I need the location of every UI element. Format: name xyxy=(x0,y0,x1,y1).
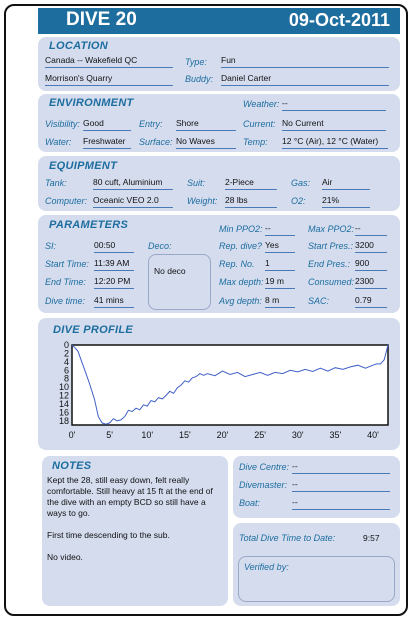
dive-time-value: 41 mins xyxy=(94,295,134,308)
start-pres-value: 3200 xyxy=(355,240,387,253)
visibility-value: Good xyxy=(83,118,131,131)
dive-centre-value: -- xyxy=(292,461,390,474)
temp-value: 12 °C (Air), 12 °C (Water) xyxy=(282,136,388,149)
buddy-value: Daniel Carter xyxy=(221,73,389,86)
x-tick-label: 15' xyxy=(178,430,191,440)
current-label: Current: xyxy=(243,119,276,129)
min-ppo2-label: Min PPO2: xyxy=(219,224,263,234)
surface-label: Surface: xyxy=(139,137,173,147)
surface-value: No Waves xyxy=(176,136,236,149)
rep-dive-value: Yes xyxy=(265,240,295,253)
end-pres-label: End Pres.: xyxy=(308,259,351,269)
max-depth-value: 19 m xyxy=(265,276,295,289)
weight-label: Weight: xyxy=(187,196,218,206)
boat-value: -- xyxy=(292,497,390,510)
start-time-label: Start Time: xyxy=(45,259,89,269)
dive-profile-chart xyxy=(38,318,400,450)
y-tick-label: 4 xyxy=(63,356,69,367)
gas-value: Air xyxy=(322,177,370,190)
o2-value: 21% xyxy=(322,195,370,208)
end-time-value: 12:20 PM xyxy=(94,276,134,289)
sac-value: 0.79 xyxy=(355,295,387,308)
notes-title: NOTES xyxy=(52,460,92,472)
y-tick-label: 12 xyxy=(58,390,69,401)
y-tick-label: 6 xyxy=(63,365,69,376)
type-label: Type: xyxy=(185,57,207,67)
x-tick-label: 30' xyxy=(291,430,304,440)
dive-centre-label: Dive Centre: xyxy=(239,462,290,472)
total-dive-time-label: Total Dive Time to Date: xyxy=(239,533,336,543)
y-tick-label: 10 xyxy=(58,382,69,393)
deco-value: No deco xyxy=(154,266,186,276)
deco-box xyxy=(148,254,211,310)
suit-label: Suit: xyxy=(187,178,206,188)
computer-label: Computer: xyxy=(45,196,88,206)
location-title: LOCATION xyxy=(49,40,109,52)
equipment-title: EQUIPMENT xyxy=(49,160,118,172)
notes-paragraph-1: Kept the 28, still easy down, felt really comfortable. Still heavy at 15 ft at the end of the dive with an empty BCD so still have a ways to go. xyxy=(47,475,213,518)
rep-dive-label: Rep. dive? xyxy=(219,241,263,251)
parameters-title: PARAMETERS xyxy=(49,219,129,231)
x-tick-label: 20' xyxy=(216,430,229,440)
y-tick-label: 18 xyxy=(58,415,69,426)
consumed-label: Consumed: xyxy=(308,277,355,287)
total-dive-time-value: 9:57 xyxy=(363,533,380,543)
verified-label: Verified by: xyxy=(244,562,289,572)
buddy-label: Buddy: xyxy=(185,74,214,84)
max-ppo2-value: -- xyxy=(355,223,387,236)
weather-label: Weather: xyxy=(243,99,280,109)
notes-paragraph-2: First time descending to the sub. xyxy=(47,530,170,540)
water-value: Freshwater xyxy=(83,136,131,149)
plot-area xyxy=(72,345,388,425)
o2-label: O2: xyxy=(291,196,306,206)
avg-depth-value: 8 m xyxy=(265,295,295,308)
sac-label: SAC: xyxy=(308,296,330,306)
min-ppo2-value: -- xyxy=(265,223,295,236)
x-tick-label: 40' xyxy=(367,430,379,440)
x-tick-label: 25' xyxy=(254,430,266,440)
end-pres-value: 900 xyxy=(355,258,387,271)
y-tick-label: 8 xyxy=(63,373,69,384)
notes-paragraph-3: No video. xyxy=(47,552,83,562)
rep-no-value: 1 xyxy=(265,258,295,271)
weather-value: -- xyxy=(282,98,386,111)
si-value: 00:50 xyxy=(94,240,134,253)
y-tick-label: 0 xyxy=(63,340,69,350)
x-tick-label: 0' xyxy=(68,430,76,440)
water-label: Water: xyxy=(45,137,72,147)
avg-depth-label: Avg depth: xyxy=(219,296,262,306)
profile-title: DIVE PROFILE xyxy=(53,324,133,336)
x-tick-label: 5' xyxy=(106,430,113,440)
end-time-label: End Time: xyxy=(45,277,86,287)
dive-title: DIVE 20 xyxy=(66,9,137,30)
max-ppo2-label: Max PPO2: xyxy=(308,224,355,234)
deco-label: Deco: xyxy=(148,241,172,251)
dive-time-label: Dive time: xyxy=(45,296,86,306)
y-tick-label: 14 xyxy=(58,398,69,409)
environment-title: ENVIRONMENT xyxy=(49,97,134,109)
entry-value: Shore xyxy=(176,118,236,131)
computer-value: Oceanic VEO 2.0 xyxy=(93,195,173,208)
x-tick-label: 10' xyxy=(141,430,154,440)
suit-value: 2-Piece xyxy=(225,177,277,190)
divemaster-label: Divemaster: xyxy=(239,480,288,490)
location-place: Canada -- Wakefield QC xyxy=(45,55,173,68)
notes-text xyxy=(47,475,222,574)
divemaster-value: -- xyxy=(292,479,390,492)
temp-label: Temp: xyxy=(243,137,268,147)
rep-no-label: Rep. No. xyxy=(219,259,255,269)
consumed-value: 2300 xyxy=(355,276,387,289)
dive-date: 09-Oct-2011 xyxy=(288,10,390,30)
gas-label: Gas: xyxy=(291,178,311,188)
si-label: SI: xyxy=(45,241,57,251)
type-value: Fun xyxy=(221,55,389,68)
current-value: No Current xyxy=(282,118,386,131)
y-tick-label: 16 xyxy=(58,407,69,418)
tank-value: 80 cuft, Aluminium xyxy=(93,177,173,190)
y-tick-label: 2 xyxy=(63,348,69,359)
tank-label: Tank: xyxy=(45,178,67,188)
visibility-label: Visibility: xyxy=(45,119,80,129)
weight-value: 28 lbs xyxy=(225,195,277,208)
x-tick-label: 35' xyxy=(329,430,342,440)
location-site: Morrison's Quarry xyxy=(45,73,173,86)
start-pres-label: Start Pres.: xyxy=(308,241,354,251)
max-depth-label: Max depth: xyxy=(219,277,264,287)
start-time-value: 11:39 AM xyxy=(94,258,134,271)
boat-label: Boat: xyxy=(239,498,261,508)
dive-header xyxy=(38,8,400,34)
entry-label: Entry: xyxy=(139,119,163,129)
